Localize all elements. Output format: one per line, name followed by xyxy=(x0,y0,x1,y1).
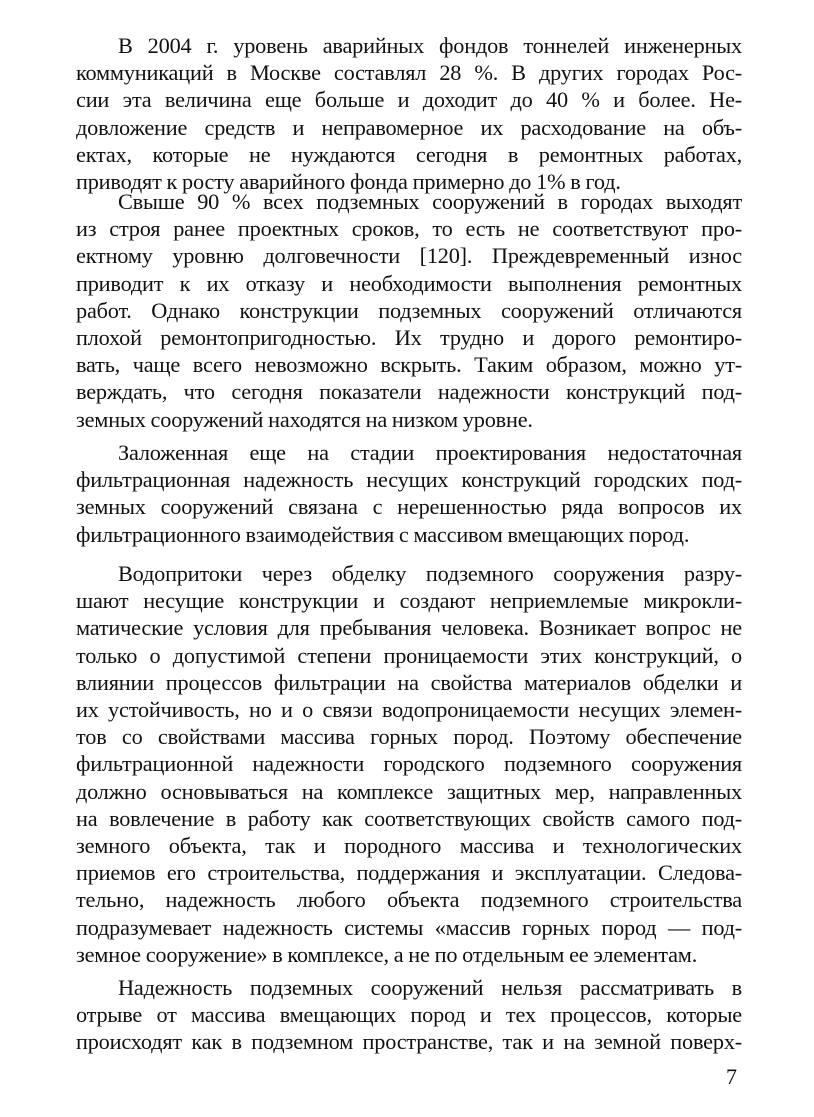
text-line: их устойчивость, но и о связи водопроницаемости несущих элемен- xyxy=(76,697,742,723)
text-line: на вовлечение в работу как соответствующих свойств самого под- xyxy=(76,805,742,831)
text-line: верждать, что сегодня показатели надежности конструкций под- xyxy=(76,379,742,405)
text-line: коммуникаций в Москве составлял 28 %. В других городах Рос- xyxy=(76,60,742,86)
text-line: сии эта величина еще больше и доходит до 40 % и более. Не- xyxy=(76,87,742,113)
paragraph xyxy=(76,974,742,1056)
paragraph xyxy=(76,560,742,968)
text-line: ектному уровню долговечности [120]. Преждевременный износ xyxy=(76,243,742,269)
text-line: Заложенная еще на стадии проектирования недостаточная xyxy=(118,440,742,465)
paragraph xyxy=(76,188,742,433)
text-line: шают несущие конструкции и создают неприемлемые микрокли- xyxy=(76,588,742,614)
paragraph xyxy=(76,32,742,195)
text-line: матические условия для пребывания человека. Возникает вопрос не xyxy=(76,615,742,641)
text-line: влиянии процессов фильтрации на свойства материалов обделки и xyxy=(76,669,742,695)
text-line: ектах, которые не нуждаются сегодня в ремонтных работах, xyxy=(76,141,742,167)
text-line: только о допустимой степени проницаемости этих конструкций, о xyxy=(76,642,742,668)
text-line: земного объекта, так и породного массива и технологических xyxy=(76,833,742,859)
text-line: земных сооружений находятся на низком уровне. xyxy=(76,406,533,432)
text-line: должно основываться на комплексе защитных мер, направленных xyxy=(76,778,742,804)
text-line: довложение средств и неправомерное их расходование на объ- xyxy=(76,114,742,140)
text-line: происходят как в подземном пространстве, так и на земной поверх- xyxy=(76,1029,742,1055)
text-line: тов со свойствами массива горных пород. Поэтому обеспечение xyxy=(76,724,742,750)
text-line: плохой ремонтопригодностью. Их трудно и дорого ремонтиро- xyxy=(76,325,742,351)
text-line: приводит к их отказу и необходимости выполнения ремонтных xyxy=(76,270,742,296)
text-line: Водопритоки через обделку подземного сооружения разру- xyxy=(118,561,742,586)
text-line: вать, чаще всего невозможно вскрыть. Таким образом, можно ут- xyxy=(76,352,742,378)
text-line: земных сооружений связана с нерешенностью ряда вопросов их xyxy=(76,494,742,520)
text-line: Свыше 90 % всех подземных сооружений в городах выходят xyxy=(118,189,742,214)
paragraph xyxy=(76,439,742,548)
text-line: фильтрационного взаимодействия с массивом вмещающих пород. xyxy=(76,521,690,547)
text-line: тельно, надежность любого объекта подземного строительства xyxy=(76,887,742,913)
text-line: приводят к росту аварийного фонда примерно до 1% в год. xyxy=(76,169,621,195)
text-line: приемов его строительства, поддержания и эксплуатации. Следова- xyxy=(76,860,742,886)
text-line: подразумевает надежность системы «массив горных пород — под- xyxy=(76,914,742,940)
text-line: из строя ранее проектных сроков, то есть не соответствуют про- xyxy=(76,216,742,242)
text-line: работ. Однако конструкции подземных сооружений отличаются xyxy=(76,297,742,323)
text-line: фильтрационная надежность несущих конструкций городских под- xyxy=(76,467,742,493)
text-line: фильтрационной надежности городского подземного сооружения xyxy=(76,751,742,777)
text-line: В 2004 г. уровень аварийных фондов тоннелей инженерных xyxy=(118,33,742,58)
page-number: 7 xyxy=(726,1064,737,1089)
text-line: земное сооружение» в комплексе, а не по отдельным ее элементам. xyxy=(76,941,698,967)
text-line: Надежность подземных сооружений нельзя рассматривать в xyxy=(118,975,742,1000)
text-line: отрыве от массива вмещающих пород и тех процессов, которые xyxy=(76,1002,742,1028)
